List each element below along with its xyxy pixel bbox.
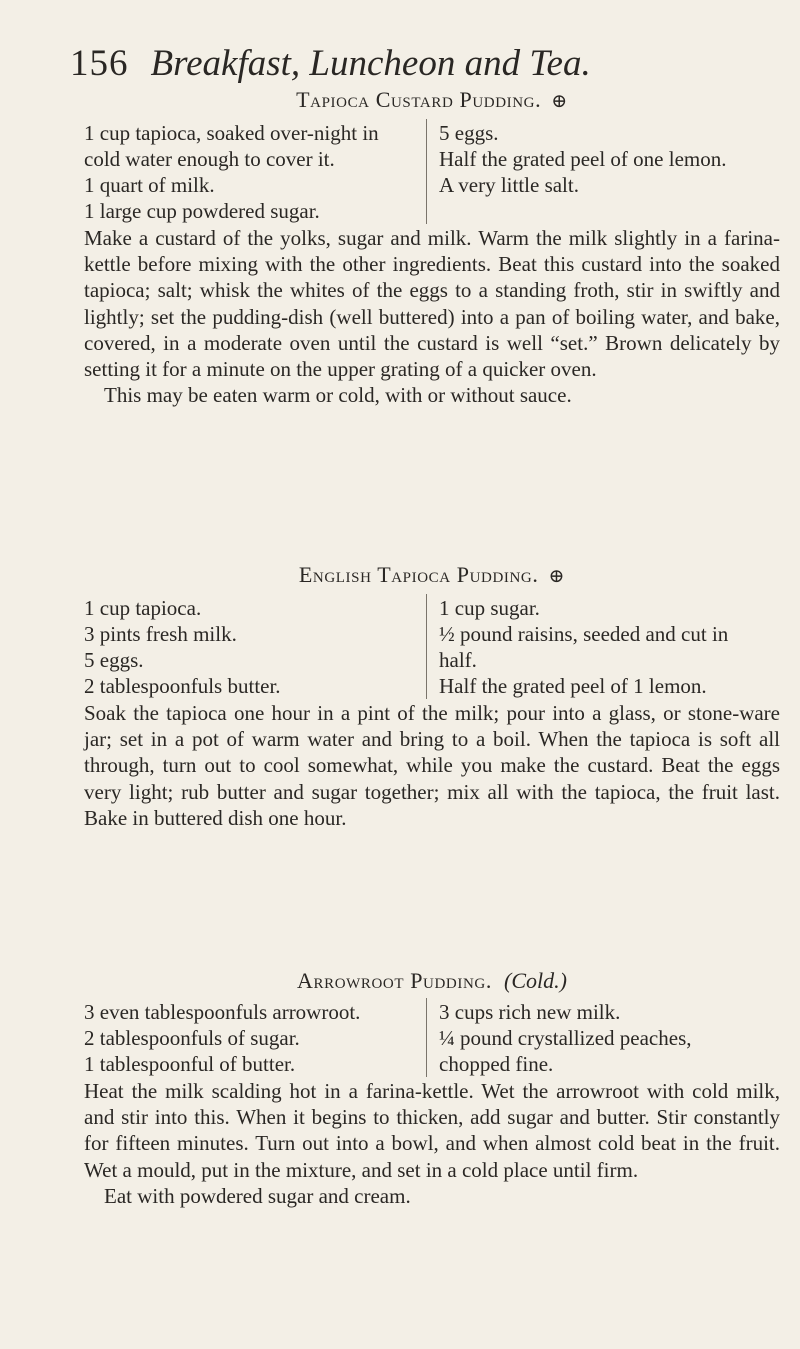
ingredients-right-column <box>426 998 759 1077</box>
recipe-note: (Cold.) <box>504 968 567 993</box>
ingredient: 1 cup tapioca. <box>84 596 202 620</box>
ingredient: 2 tablespoonfuls butter. <box>84 674 281 698</box>
ingredient: Half the grated peel of 1 lemon. <box>439 674 707 698</box>
ingredient: A very little salt. <box>439 173 579 197</box>
recipe-title-text: Tapioca Custard Pudding. <box>296 87 542 112</box>
ingredients-left-column <box>84 594 426 699</box>
ingredient: 5 eggs. <box>84 648 144 672</box>
ingredient: ½ pound raisins, seeded and cut in half. <box>439 622 729 672</box>
recipe-title <box>84 561 780 591</box>
ingredient: 1 cup tapioca, soaked over-night in cold water enough to cover it. <box>84 121 379 171</box>
ingredient: 2 tablespoonfuls of sugar. <box>84 1026 300 1050</box>
ingredients-right-column <box>426 594 759 699</box>
recipe-title-text: English Tapioca Pudding. <box>298 562 539 587</box>
ingredient: 3 pints fresh milk. <box>84 622 237 646</box>
recipe-tapioca-custard-pudding <box>84 86 780 408</box>
recipe-title <box>84 86 780 116</box>
recipe-english-tapioca-pudding <box>84 561 780 831</box>
running-title: Breakfast, Luncheon and Tea. <box>150 43 591 84</box>
ingredient: Half the grated peel of one lemon. <box>439 147 727 171</box>
recipe-title-text: Arrowroot Pudding. <box>297 968 492 993</box>
recipe-method <box>84 1078 780 1209</box>
ingredient: 1 quart of milk. <box>84 173 215 197</box>
ingredient: 1 tablespoonful of butter. <box>84 1052 296 1076</box>
recipe-method <box>84 700 780 831</box>
running-head <box>70 42 760 86</box>
ingredient: 1 cup sugar. <box>439 596 540 620</box>
page-number: 156 <box>70 43 129 84</box>
ingredient: 3 cups rich new milk. <box>439 1000 621 1024</box>
ingredient: 5 eggs. <box>439 121 499 145</box>
ingredient-list <box>84 119 780 224</box>
method-paragraph: Eat with powdered sugar and cream. <box>104 1183 411 1208</box>
ingredients-right-column <box>426 119 759 224</box>
method-paragraph: Heat the milk scalding hot in a farina-kettle. Wet the arrowroot with cold milk, and stir into this. When it begins to thicken, add sugar and butter. Stir constantly for fifteen minutes. Turn out into a bowl, and when almost cold beat in the fruit. Wet a mould, put in the mixture, and set in a cold place until firm. <box>84 1079 780 1182</box>
method-paragraph: This may be eaten warm or cold, with or without sauce. <box>104 383 572 408</box>
method-paragraph: Soak the tapioca one hour in a pint of the milk; pour into a glass, or stone-ware jar; set in a pot of warm water and bring to a boil. When the tapioca is soft all through, turn out to cool somewhat, while you make the custard. Beat the eggs very light; rub butter and sugar together; mix all with the tapioca, the fruit last. Bake in buttered dish one hour. <box>84 701 780 830</box>
ingredients-left-column <box>84 119 426 224</box>
ingredient-list <box>84 594 780 699</box>
recipe-arrowroot-pudding <box>84 967 780 1209</box>
ingredient-list <box>84 998 780 1077</box>
method-paragraph: Make a custard of the yolks, sugar and milk. Warm the milk slightly in a farina-kettle before mixing with the other ingredients. Beat this custard into the soaked tapioca; salt; whisk the whites of the eggs to a standing froth, stir in swiftly and lightly; set the pudding-dish (well buttered) into a pan of boiling water, and bake, covered, in a moderate oven until the custard is well “set.” Brown delicately by setting it for a minute on the upper grating of a quicker oven. <box>84 226 780 382</box>
recipe-mark-icon: ⊕ <box>551 91 568 112</box>
ingredient: 3 even tablespoonfuls arrowroot. <box>84 1000 361 1024</box>
ingredients-left-column <box>84 998 426 1077</box>
ingredient: 1 large cup powdered sugar. <box>84 199 320 223</box>
recipe-mark-icon: ⊕ <box>548 566 566 587</box>
recipe-title <box>84 967 780 995</box>
ingredient: ¼ pound crystallized peaches, chopped fine. <box>439 1026 692 1076</box>
recipe-method <box>84 225 780 408</box>
